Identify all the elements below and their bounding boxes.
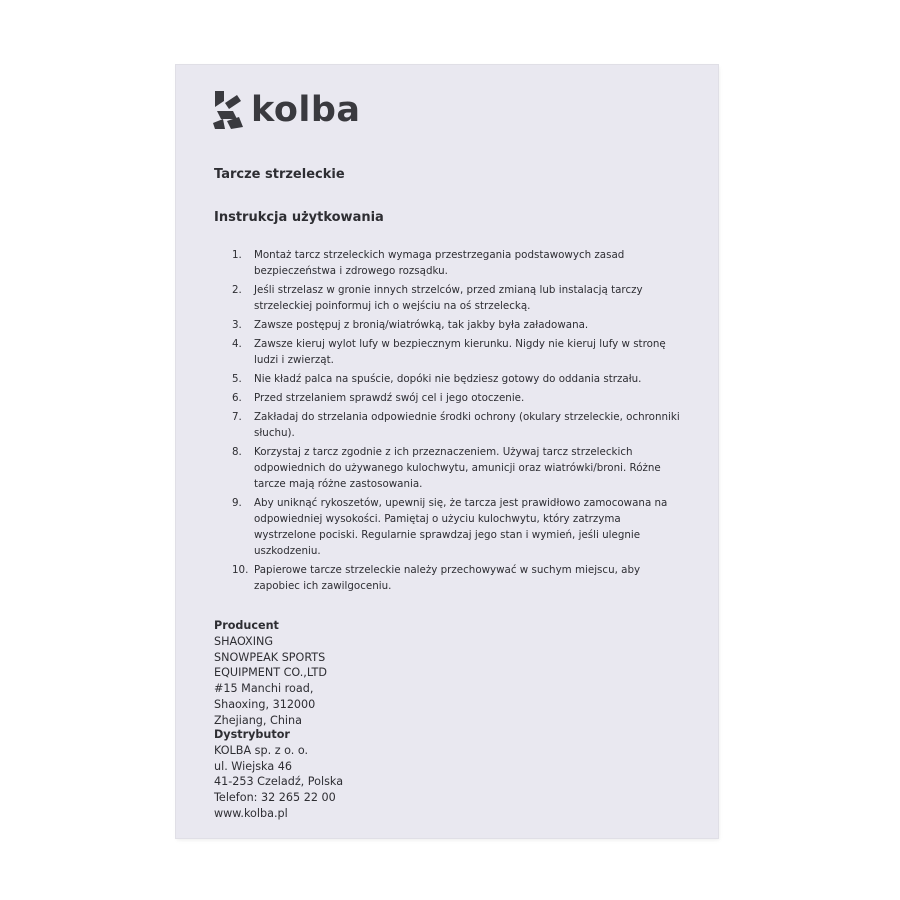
distributor-block: [214, 727, 343, 822]
instruction-number: 8.: [232, 446, 242, 458]
instruction-text: Zakładaj do strzelania odpowiednie środki ochrony (okulary strzeleckie, ochronniki słuchu).: [254, 411, 680, 439]
instruction-number: 10.: [232, 564, 249, 576]
instruction-item: [232, 409, 682, 441]
instruction-item: [232, 495, 682, 559]
brand-logo: [211, 89, 361, 131]
instruction-item: [232, 444, 682, 492]
instruction-item: [232, 247, 682, 279]
distributor-phone: Telefon: 32 265 22 00: [214, 791, 336, 805]
instruction-number: 1.: [232, 249, 242, 261]
instruction-item: [232, 562, 682, 594]
distributor-line: KOLBA sp. z o. o.: [214, 743, 309, 757]
instruction-number: 5.: [232, 373, 242, 385]
instruction-number: 7.: [232, 411, 242, 423]
producer-label: Producent: [214, 619, 279, 632]
instruction-text: Zawsze kieruj wylot lufy w bezpiecznym kierunku. Nigdy nie kieruj lufy w stronę ludzi i zwierząt.: [254, 338, 666, 366]
product-title: Tarcze strzeleckie: [214, 167, 345, 182]
distributor-line: ul. Wiejska 46: [214, 759, 292, 773]
section-heading: Instrukcja użytkowania: [214, 210, 384, 225]
instruction-text: Przed strzelaniem sprawdź swój cel i jego otoczenie.: [254, 392, 525, 404]
instruction-number: 2.: [232, 284, 242, 296]
producer-line: SNOWPEAK SPORTS: [214, 650, 326, 664]
producer-line: #15 Manchi road,: [214, 682, 314, 696]
instruction-text: Jeśli strzelasz w gronie innych strzelców, przed zmianą lub instalacją tarczy strzeleckiej poinformuj ich o wejściu na oś strzelecką.: [254, 284, 643, 312]
instruction-number: 6.: [232, 392, 242, 404]
brand-name: kolba: [251, 89, 361, 130]
distributor-line: 41-253 Czeladź, Polska: [214, 775, 344, 789]
instruction-text: Korzystaj z tarcz zgodnie z ich przeznaczeniem. Używaj tarcz strzeleckich odpowiednich do używanego kulochwytu, amunicji oraz wiatrówki/broni. Różne tarcze mają różne zastosowania.: [254, 446, 661, 490]
instruction-number: 4.: [232, 338, 242, 350]
instruction-sheet: [176, 65, 718, 838]
instruction-text: Papierowe tarcze strzeleckie należy przechowywać w suchym miejscu, aby zapobiec ich zawilgoceniu.: [254, 564, 641, 592]
instruction-item: [232, 317, 682, 333]
producer-line: Zhejiang, China: [214, 713, 302, 727]
kolba-logo-icon: [211, 89, 245, 131]
instruction-text: Zawsze postępuj z bronią/wiatrówką, tak jakby była załadowana.: [254, 319, 589, 331]
producer-line: Shaoxing, 312000: [214, 697, 316, 711]
instruction-number: 9.: [232, 497, 242, 509]
producer-block: [214, 618, 327, 729]
instruction-text: Nie kładź palca na spuście, dopóki nie będziesz gotowy do oddania strzału.: [254, 373, 642, 385]
instruction-item: [232, 390, 682, 406]
instruction-item: [232, 282, 682, 314]
distributor-label: Dystrybutor: [214, 728, 290, 741]
instruction-number: 3.: [232, 319, 242, 331]
distributor-website: www.kolba.pl: [214, 806, 288, 820]
instruction-item: [232, 336, 682, 368]
instruction-text: Montaż tarcz strzeleckich wymaga przestrzegania podstawowych zasad bezpieczeństwa i zdrowego rozsądku.: [254, 249, 625, 277]
producer-line: EQUIPMENT CO.,LTD: [214, 666, 328, 680]
instruction-item: [232, 371, 682, 387]
instructions-list: [232, 247, 682, 597]
instruction-text: Aby uniknąć rykoszetów, upewnij się, że tarcza jest prawidłowo zamocowana na odpowiedniej wysokości. Pamiętaj o użyciu kulochwytu, który zatrzyma wystrzelone pociski. Regularnie sprawdzaj jego stan i wymień, jeśli ulegnie uszkodzeniu.: [254, 497, 668, 557]
producer-line: SHAOXING: [214, 634, 274, 648]
